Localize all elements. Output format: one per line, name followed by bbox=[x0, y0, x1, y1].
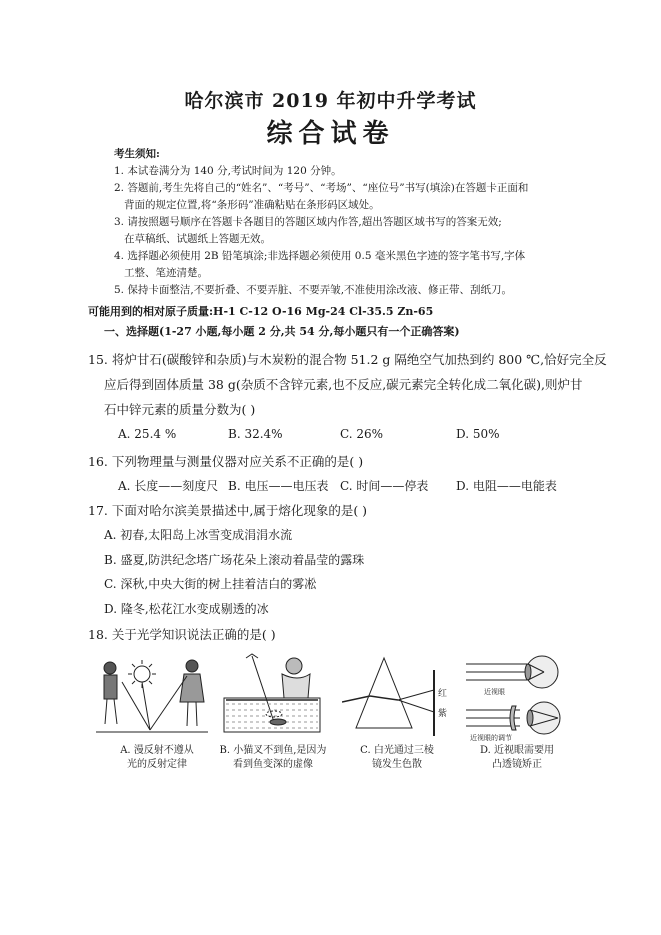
atomic-masses: 可能用到的相对原子质量:H-1 C-12 O-16 Mg-24 Cl-35.5 Zn-65 bbox=[88, 305, 434, 318]
figure-a-caption bbox=[102, 744, 212, 772]
option-c: C. 深秋,中央大街的树上挂着洁白的雾凇 bbox=[104, 577, 317, 591]
caption-line: D. 近视眼需要用 bbox=[479, 745, 555, 756]
label-myopia-correction: 近视眼的调节 bbox=[470, 734, 512, 742]
page-title: 哈尔滨市 2019 年初中升学考试 bbox=[184, 90, 477, 112]
notice-item: 在草稿纸、试题纸上答题无效。 bbox=[124, 233, 271, 245]
option-a: A. 长度——刻度尺 bbox=[118, 479, 219, 493]
caption-line: 镜发生色散 bbox=[372, 759, 422, 770]
notice-item: 4. 选择题必须使用 2B 铅笔填涂;非选择题必须使用 0.5 毫米黑色字迹的签字笔书写,字体 bbox=[114, 250, 526, 262]
figure-a-diffuse-reflection bbox=[92, 652, 212, 744]
question-text: 15. 将炉甘石(碳酸锌和杂质)与木炭粉的混合物 51.2 g 隔绝空气加热到约 800 ℃,恰好完全反 bbox=[88, 352, 607, 367]
figure-b-caption bbox=[214, 744, 332, 772]
label-red: 红 bbox=[438, 689, 448, 699]
question-text: 应后得到固体质量 38 g(杂质不含锌元素,也不反应,碳元素完全转化成二氧化碳),则炉甘 bbox=[104, 377, 583, 392]
notice-item: 3. 请按照题号顺序在答题卡各题目的答题区域内作答,超出答题区域书写的答案无效; bbox=[114, 216, 502, 228]
notice-item: 工整、笔迹清楚。 bbox=[124, 267, 208, 279]
option-d: D. 50% bbox=[456, 427, 500, 441]
option-a: A. 初春,太阳岛上冰雪变成涓涓水流 bbox=[104, 528, 293, 542]
figure-d-caption bbox=[462, 744, 572, 772]
notice-item: 2. 答题前,考生先将自己的“姓名”、“考号”、“考场”、“座位号”书写(填涂)在答题卡正面和 bbox=[114, 182, 529, 194]
caption-line: 凸透镜矫正 bbox=[492, 759, 542, 770]
notice-item: 5. 保持卡面整洁,不要折叠、不要弄脏、不要弄皱,不准使用涂改液、修正带、刮纸刀。 bbox=[114, 284, 513, 296]
figure-c-prism bbox=[342, 652, 452, 744]
page-subtitle: 综合试卷 bbox=[266, 119, 395, 149]
caption-line: 光的反射定律 bbox=[127, 759, 187, 770]
caption-line: C. 白光通过三棱 bbox=[360, 745, 434, 756]
option-a: A. 25.4 % bbox=[118, 427, 177, 441]
caption-line: A. 漫反射不遵从 bbox=[120, 745, 194, 756]
option-d: D. 电阻——电能表 bbox=[456, 479, 557, 493]
option-b: B. 电压——电压表 bbox=[228, 479, 329, 493]
option-c: C. 时间——停表 bbox=[340, 479, 429, 493]
figure-d-myopia bbox=[462, 652, 572, 744]
label-violet: 紫 bbox=[438, 709, 448, 719]
question-text: 17. 下面对哈尔滨美景描述中,属于熔化现象的是( ) bbox=[88, 503, 368, 518]
question-text: 18. 关于光学知识说法正确的是( ) bbox=[88, 627, 276, 642]
exam-notice bbox=[114, 146, 528, 299]
notice-label: 考生须知: bbox=[114, 148, 160, 160]
option-b: B. 32.4% bbox=[228, 427, 283, 441]
notice-item: 1. 本试卷满分为 140 分,考试时间为 120 分钟。 bbox=[114, 165, 342, 177]
question-text: 16. 下列物理量与测量仪器对应关系不正确的是( ) bbox=[88, 454, 364, 469]
figure-b-cat-fish bbox=[222, 652, 322, 744]
question-text: 石中锌元素的质量分数为( ) bbox=[104, 402, 256, 417]
option-d: D. 隆冬,松花江水变成剔透的冰 bbox=[104, 602, 269, 616]
caption-line: 看到鱼变深的虚像 bbox=[233, 759, 313, 770]
notice-item: 背面的规定位置,将“条形码”准确粘贴在条形码区域处。 bbox=[124, 199, 380, 211]
section-title: 一、选择题(1-27 小题,每小题 2 分,共 54 分,每小题只有一个正确答案) bbox=[104, 325, 460, 338]
caption-line: B. 小猫叉不到鱼,是因为 bbox=[219, 745, 327, 756]
option-b: B. 盛夏,防洪纪念塔广场花朵上滚动着晶莹的露珠 bbox=[104, 553, 365, 567]
figure-c-caption bbox=[344, 744, 450, 772]
option-c: C. 26% bbox=[340, 427, 384, 441]
label-myopia: 近视眼 bbox=[484, 688, 505, 696]
